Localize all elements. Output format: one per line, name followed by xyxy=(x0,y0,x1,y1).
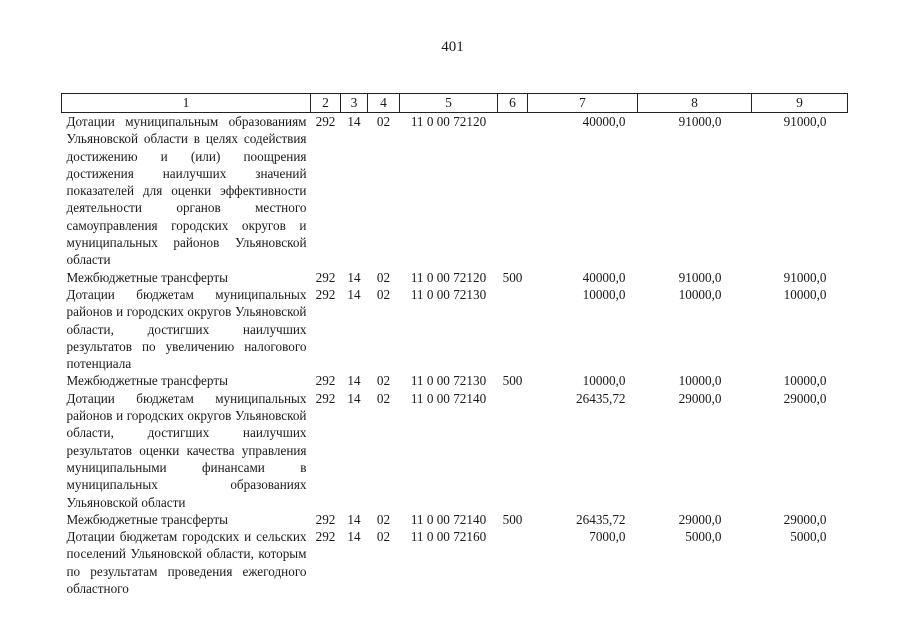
cell-section: 14 xyxy=(347,373,361,389)
table-row xyxy=(62,511,848,528)
header-col-9: 9 xyxy=(752,94,848,113)
cell-amount-7: 10000,0 xyxy=(582,286,626,302)
row-name: Дотации бюджетам муниципальных районов и городских округов Ульяновской области, достигших наилучших результатов оценки качества управления муниципальными финансами в муниципальных образованиях Ульяновской области xyxy=(66,390,307,510)
cell-target-code: 11 0 00 72120 xyxy=(410,269,487,285)
cell-section: 14 xyxy=(347,511,361,527)
cell-amount-8: 5000,0 xyxy=(685,529,722,545)
cell-amount-8: 10000,0 xyxy=(678,286,722,302)
cell-subsection: 02 xyxy=(376,114,391,129)
row-name: Дотации бюджетам муниципальных районов и городских округов Ульяновской области, достигших наилучших результатов по увеличению налогового потенциала xyxy=(66,286,307,372)
cell-expense-type xyxy=(498,286,528,372)
cell-target-code: 11 0 00 72140 xyxy=(410,390,487,406)
budget-table xyxy=(61,93,848,597)
cell-amount-7: 40000,0 xyxy=(582,114,626,129)
cell-expense-type: 500 xyxy=(502,269,523,285)
table-row xyxy=(62,528,848,597)
cell-subsection: 02 xyxy=(376,373,391,389)
cell-ministry: 292 xyxy=(315,390,336,406)
cell-amount-9: 10000,0 xyxy=(783,286,827,302)
row-name: Межбюджетные трансферты xyxy=(66,511,228,527)
cell-amount-9: 5000,0 xyxy=(790,529,827,545)
cell-amount-8: 91000,0 xyxy=(678,269,722,285)
cell-amount-9: 91000,0 xyxy=(783,114,827,129)
header-row xyxy=(62,94,848,113)
cell-amount-9: 29000,0 xyxy=(783,511,827,527)
cell-amount-9: 29000,0 xyxy=(783,390,827,406)
header-col-6: 6 xyxy=(498,94,528,113)
header-col-1: 1 xyxy=(62,94,311,113)
cell-target-code: 11 0 00 72160 xyxy=(410,529,487,545)
row-name: Дотации бюджетам городских и сельских поселений Ульяновской области, которым по результатам проведения ежегодного областного xyxy=(66,529,307,597)
cell-section: 14 xyxy=(347,390,361,406)
cell-amount-8: 29000,0 xyxy=(678,511,722,527)
cell-subsection: 02 xyxy=(376,286,391,302)
cell-amount-7: 10000,0 xyxy=(582,373,626,389)
cell-target-code: 11 0 00 72140 xyxy=(410,511,487,527)
cell-ministry: 292 xyxy=(315,269,336,285)
cell-subsection: 02 xyxy=(376,269,391,285)
table-row xyxy=(62,269,848,286)
cell-amount-7: 7000,0 xyxy=(589,529,626,545)
row-name: Межбюджетные трансферты xyxy=(66,269,228,285)
header-col-3: 3 xyxy=(341,94,368,113)
cell-subsection: 02 xyxy=(376,511,391,527)
cell-target-code: 11 0 00 72120 xyxy=(410,114,487,129)
cell-target-code: 11 0 00 72130 xyxy=(410,286,487,302)
cell-ministry: 292 xyxy=(315,373,336,389)
cell-amount-7: 26435,72 xyxy=(576,390,626,406)
budget-table-container xyxy=(61,93,847,597)
cell-expense-type xyxy=(498,113,528,269)
cell-section: 14 xyxy=(347,286,361,302)
cell-expense-type: 500 xyxy=(502,511,523,527)
table-row xyxy=(62,113,848,269)
cell-ministry: 292 xyxy=(315,114,336,129)
cell-subsection: 02 xyxy=(376,390,391,406)
cell-amount-8: 10000,0 xyxy=(678,373,722,389)
cell-amount-7: 26435,72 xyxy=(576,511,626,527)
cell-section: 14 xyxy=(347,269,361,285)
cell-subsection: 02 xyxy=(376,529,391,545)
table-row xyxy=(62,390,848,511)
cell-ministry: 292 xyxy=(315,529,336,545)
cell-section: 14 xyxy=(347,529,361,545)
cell-section: 14 xyxy=(347,114,361,129)
table-row xyxy=(62,372,848,389)
cell-expense-type: 500 xyxy=(502,373,523,389)
cell-amount-8: 91000,0 xyxy=(678,114,722,129)
header-col-4: 4 xyxy=(368,94,400,113)
cell-amount-8: 29000,0 xyxy=(678,390,722,406)
header-col-8: 8 xyxy=(638,94,752,113)
cell-ministry: 292 xyxy=(315,286,336,302)
row-name: Дотации муниципальным образованиям Ульяновской области в целях содействия достижению и (или) поощрения достижения наилучших значений показателей для оценки эффективности деятельности органов местного самоуправления городских округов и муниципальных районов Ульяновской области xyxy=(66,114,307,268)
header-col-5: 5 xyxy=(400,94,498,113)
cell-target-code: 11 0 00 72130 xyxy=(410,373,487,389)
cell-expense-type xyxy=(498,390,528,511)
row-name: Межбюджетные трансферты xyxy=(66,373,228,389)
header-col-2: 2 xyxy=(311,94,341,113)
cell-ministry: 292 xyxy=(315,511,336,527)
table-row xyxy=(62,286,848,372)
page-number: 401 xyxy=(441,39,464,55)
cell-amount-9: 91000,0 xyxy=(783,269,827,285)
cell-expense-type xyxy=(498,528,528,597)
cell-amount-9: 10000,0 xyxy=(783,373,827,389)
header-col-7: 7 xyxy=(528,94,638,113)
cell-amount-7: 40000,0 xyxy=(582,269,626,285)
